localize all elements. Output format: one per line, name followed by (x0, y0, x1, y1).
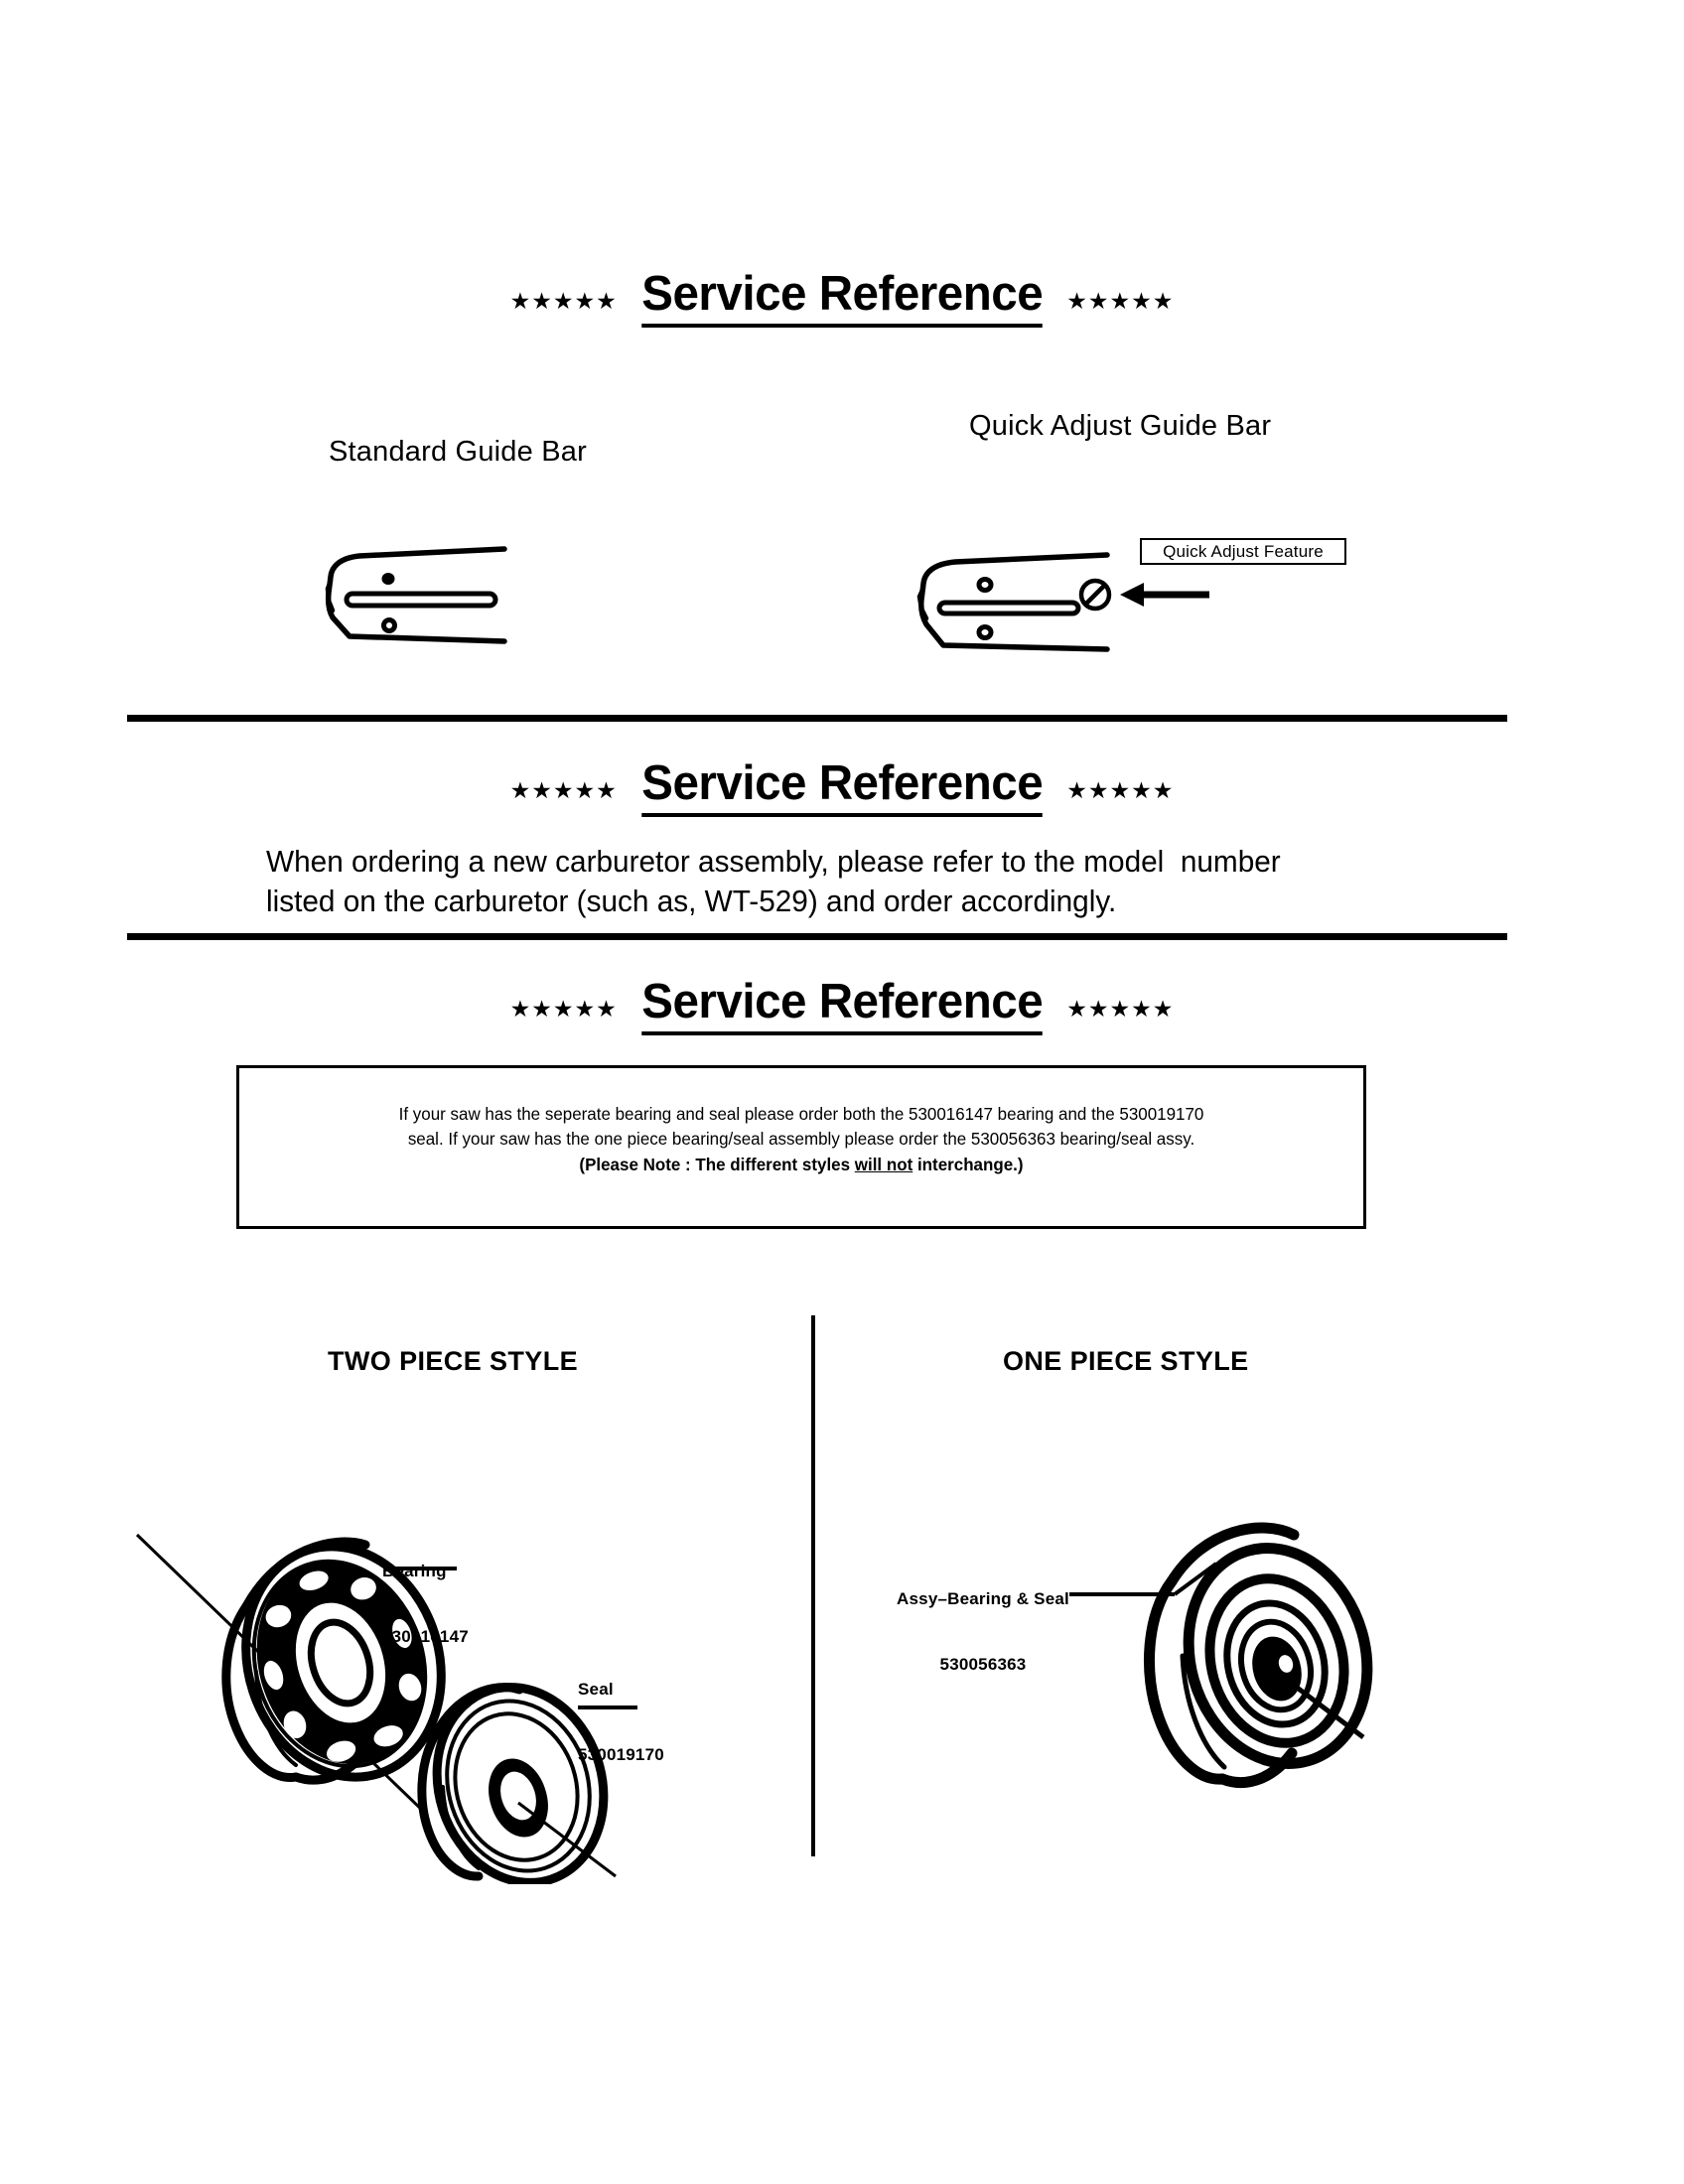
section-title: Service Reference (641, 759, 1043, 817)
carburetor-note-line-1: When ordering a new carburetor assembly, please refer to the model number (266, 844, 1281, 879)
two-piece-style-heading: TWO PIECE STYLE (328, 1346, 579, 1376)
note-line-2: seal. If your saw has the one piece bearing/seal assembly please order the 530056363 bearing/seal assy. (407, 1129, 1195, 1150)
note-line-1: If your saw has the seperate bearing and seal please order both the 530016147 bearing and the 530019170 (398, 1104, 1204, 1124)
stars-right-icon: ★★★★★ (1066, 776, 1175, 803)
section-title: Service Reference (641, 270, 1043, 328)
note-line-3-suffix: interchange.) (912, 1154, 1024, 1174)
note-line-3-emphasis: will not (854, 1154, 913, 1174)
stars-left-icon: ★★★★★ (509, 287, 618, 314)
seal-callout (578, 1635, 664, 1811)
quick-adjust-arrow-icon (1120, 583, 1209, 607)
section-divider-rule-1 (127, 715, 1507, 722)
bearing-seal-note (256, 1102, 1346, 1177)
seal-callout-name: Seal (578, 1680, 614, 1700)
section-heading-guide-bars (0, 267, 1684, 328)
qa-bar-hole-lower-icon (979, 626, 991, 637)
quick-adjust-guide-bar-label: Quick Adjust Guide Bar (969, 410, 1272, 442)
standard-guide-bar-label: Standard Guide Bar (329, 436, 587, 468)
bar-hole-upper-icon (382, 573, 395, 585)
one-piece-style-diagram (1048, 1469, 1445, 1843)
stars-left-icon: ★★★★★ (509, 995, 618, 1022)
section-heading-carburetor (0, 756, 1684, 817)
bearing-callout (382, 1517, 469, 1693)
seal-callout-part-number: 530019170 (578, 1745, 664, 1765)
carburetor-note-line-2: listed on the carburetor (such as, WT-529) and order accordingly. (266, 884, 1117, 918)
bearing-seal-note-box (236, 1065, 1366, 1229)
standard-guide-bar-diagram (298, 491, 635, 686)
stars-right-icon: ★★★★★ (1066, 287, 1175, 314)
bearing-callout-part-number: 530016147 (382, 1627, 469, 1647)
note-line-3-prefix: (Please Note : The different styles (579, 1154, 855, 1174)
one-piece-style-svg (1048, 1507, 1445, 1805)
bar-hole-lower-icon (384, 619, 395, 630)
assy-callout-part-number: 530056363 (939, 1655, 1027, 1675)
section-heading-bearing-seal (0, 975, 1684, 1035)
quick-adjust-screw-slot-icon (1085, 585, 1105, 605)
assy-callout-name: Assy–Bearing & Seal (897, 1589, 1069, 1609)
qa-bar-hole-upper-icon (979, 579, 991, 590)
assy-bearing-seal-illustration-icon (1149, 1527, 1391, 1785)
quick-adjust-guide-bar-diagram (894, 491, 1221, 691)
stars-left-icon: ★★★★★ (509, 776, 618, 803)
section-divider-rule-2 (127, 933, 1507, 940)
stars-right-icon: ★★★★★ (1066, 995, 1175, 1022)
quick-adjust-feature-callout: Quick Adjust Feature (1140, 538, 1346, 565)
note-line-3 (256, 1153, 1346, 1177)
one-piece-style-heading: ONE PIECE STYLE (1003, 1346, 1249, 1376)
style-column-divider (811, 1315, 815, 1856)
bar-oil-slot-icon (347, 594, 495, 606)
standard-guide-bar-svg (298, 529, 635, 648)
assy-bearing-seal-callout (879, 1545, 1087, 1720)
section-title: Service Reference (641, 978, 1043, 1035)
qa-bar-oil-slot-icon (939, 603, 1078, 614)
bearing-callout-name: Bearing (382, 1562, 447, 1581)
